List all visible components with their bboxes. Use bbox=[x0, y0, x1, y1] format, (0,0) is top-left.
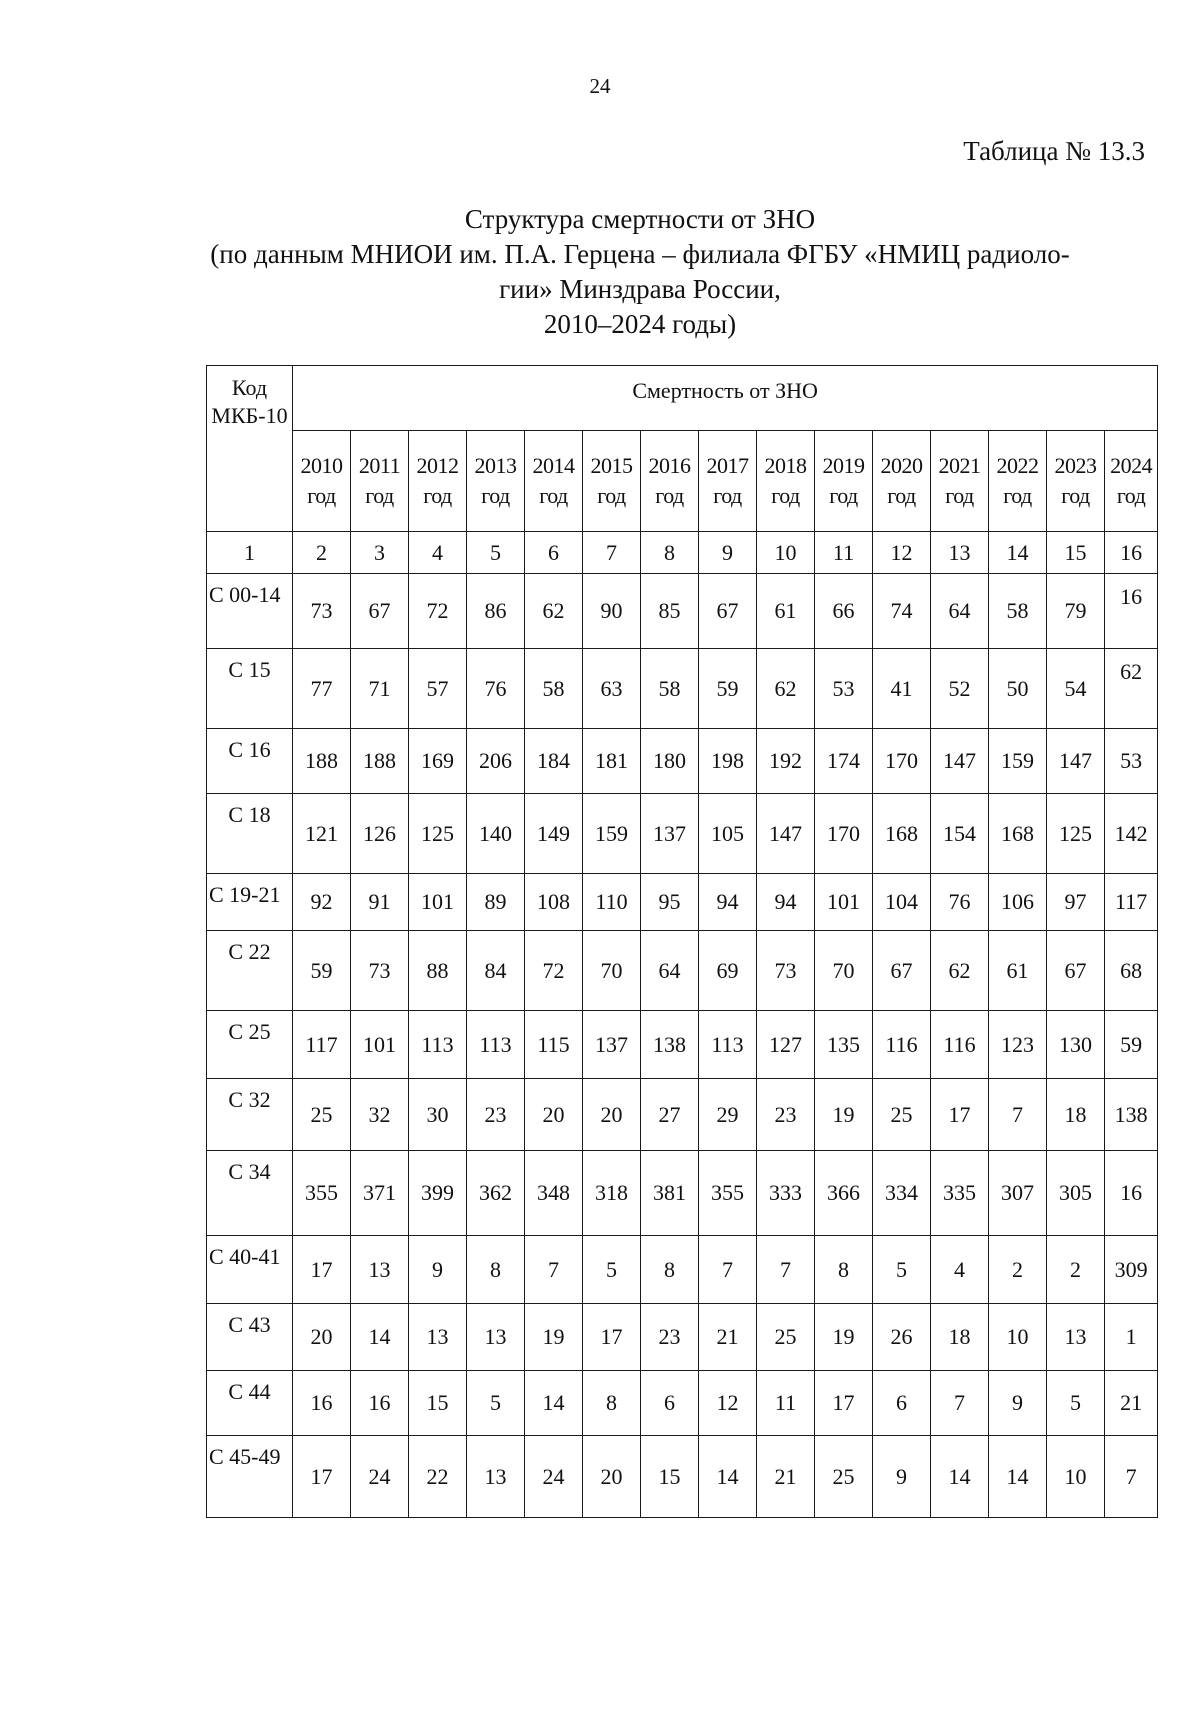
value-cell: 17 bbox=[293, 1236, 351, 1304]
value-cell: 17 bbox=[815, 1371, 873, 1436]
value-cell: 9 bbox=[873, 1436, 931, 1518]
icd-code-cell: С 43 bbox=[207, 1304, 293, 1371]
value-cell: 137 bbox=[583, 1011, 641, 1079]
year-header: 2017 год bbox=[699, 431, 757, 532]
value-cell: 125 bbox=[1047, 794, 1105, 874]
value-cell: 366 bbox=[815, 1151, 873, 1236]
value-cell: 91 bbox=[351, 874, 409, 931]
value-cell: 74 bbox=[873, 574, 931, 649]
value-cell: 62 bbox=[525, 574, 583, 649]
value-cell: 20 bbox=[583, 1436, 641, 1518]
value-cell: 79 bbox=[1047, 574, 1105, 649]
value-cell: 110 bbox=[583, 874, 641, 931]
value-cell: 72 bbox=[525, 931, 583, 1011]
value-cell: 348 bbox=[525, 1151, 583, 1236]
value-cell: 94 bbox=[757, 874, 815, 931]
value-cell: 86 bbox=[467, 574, 525, 649]
value-cell: 116 bbox=[873, 1011, 931, 1079]
year-header: 2021 год bbox=[931, 431, 989, 532]
icd-code-cell: С 15 bbox=[207, 649, 293, 729]
value-cell: 8 bbox=[815, 1236, 873, 1304]
value-cell: 5 bbox=[873, 1236, 931, 1304]
value-cell: 13 bbox=[467, 1436, 525, 1518]
value-cell: 147 bbox=[931, 729, 989, 794]
value-cell: 333 bbox=[757, 1151, 815, 1236]
year-header: 2013 год bbox=[467, 431, 525, 532]
column-number: 13 bbox=[931, 532, 989, 574]
value-cell: 7 bbox=[989, 1079, 1047, 1151]
value-cell: 159 bbox=[583, 794, 641, 874]
column-number: 11 bbox=[815, 532, 873, 574]
value-cell: 188 bbox=[293, 729, 351, 794]
value-cell: 130 bbox=[1047, 1011, 1105, 1079]
column-number: 12 bbox=[873, 532, 931, 574]
icd-code-cell: С 16 bbox=[207, 729, 293, 794]
value-cell: 64 bbox=[641, 931, 699, 1011]
value-cell: 4 bbox=[931, 1236, 989, 1304]
value-cell: 76 bbox=[931, 874, 989, 931]
value-cell: 66 bbox=[815, 574, 873, 649]
column-number: 15 bbox=[1047, 532, 1105, 574]
value-cell: 6 bbox=[641, 1371, 699, 1436]
value-cell: 192 bbox=[757, 729, 815, 794]
value-cell: 32 bbox=[351, 1079, 409, 1151]
table-row bbox=[207, 931, 1158, 1011]
value-cell: 10 bbox=[989, 1304, 1047, 1371]
value-cell: 2 bbox=[989, 1236, 1047, 1304]
value-cell: 126 bbox=[351, 794, 409, 874]
title-line: 2010–2024 годы) bbox=[543, 309, 737, 339]
column-number: 2 bbox=[293, 532, 351, 574]
value-cell: 59 bbox=[1105, 1011, 1158, 1079]
value-cell: 58 bbox=[525, 649, 583, 729]
code-header: Код МКБ-10 bbox=[207, 366, 293, 532]
value-cell: 73 bbox=[351, 931, 409, 1011]
value-cell: 22 bbox=[409, 1436, 467, 1518]
value-cell: 17 bbox=[931, 1079, 989, 1151]
value-cell: 181 bbox=[583, 729, 641, 794]
value-cell: 90 bbox=[583, 574, 641, 649]
title-line: (по данным МНИОИ им. П.А. Герцена – филиала ФГБУ «НМИЦ радиоло- bbox=[210, 239, 1070, 269]
year-header: 2016 год bbox=[641, 431, 699, 532]
mortality-table bbox=[206, 365, 1158, 1518]
year-header: 2022 год bbox=[989, 431, 1047, 532]
column-number: 8 bbox=[641, 532, 699, 574]
value-cell: 12 bbox=[699, 1371, 757, 1436]
icd-code-cell: С 44 bbox=[207, 1371, 293, 1436]
year-header: 2012 год bbox=[409, 431, 467, 532]
value-cell: 14 bbox=[699, 1436, 757, 1518]
value-cell: 147 bbox=[757, 794, 815, 874]
value-cell: 14 bbox=[525, 1371, 583, 1436]
value-cell: 7 bbox=[931, 1371, 989, 1436]
value-cell: 20 bbox=[583, 1079, 641, 1151]
column-number: 16 bbox=[1105, 532, 1158, 574]
value-cell: 70 bbox=[815, 931, 873, 1011]
value-cell: 41 bbox=[873, 649, 931, 729]
value-cell: 142 bbox=[1105, 794, 1158, 874]
value-cell: 8 bbox=[641, 1236, 699, 1304]
value-cell: 25 bbox=[293, 1079, 351, 1151]
value-cell: 58 bbox=[641, 649, 699, 729]
value-cell: 121 bbox=[293, 794, 351, 874]
value-cell: 57 bbox=[409, 649, 467, 729]
value-cell: 116 bbox=[931, 1011, 989, 1079]
value-cell: 206 bbox=[467, 729, 525, 794]
value-cell: 23 bbox=[757, 1079, 815, 1151]
icd-code-cell: С 40-41 bbox=[207, 1236, 293, 1304]
value-cell: 113 bbox=[409, 1011, 467, 1079]
table-row bbox=[207, 1304, 1158, 1371]
value-cell: 101 bbox=[409, 874, 467, 931]
value-cell: 16 bbox=[1105, 574, 1158, 649]
value-cell: 188 bbox=[351, 729, 409, 794]
table-row bbox=[207, 649, 1158, 729]
value-cell: 168 bbox=[989, 794, 1047, 874]
value-cell: 174 bbox=[815, 729, 873, 794]
value-cell: 101 bbox=[351, 1011, 409, 1079]
value-cell: 95 bbox=[641, 874, 699, 931]
value-cell: 106 bbox=[989, 874, 1047, 931]
table-row bbox=[207, 729, 1158, 794]
value-cell: 305 bbox=[1047, 1151, 1105, 1236]
value-cell: 14 bbox=[931, 1436, 989, 1518]
year-header: 2014 год bbox=[525, 431, 583, 532]
table-number: Таблица № 13.3 bbox=[963, 136, 1145, 166]
value-cell: 101 bbox=[815, 874, 873, 931]
value-cell: 27 bbox=[641, 1079, 699, 1151]
year-header: 2024 год bbox=[1105, 431, 1158, 532]
value-cell: 88 bbox=[409, 931, 467, 1011]
value-cell: 84 bbox=[467, 931, 525, 1011]
value-cell: 7 bbox=[525, 1236, 583, 1304]
value-cell: 17 bbox=[583, 1304, 641, 1371]
value-cell: 67 bbox=[699, 574, 757, 649]
group-header: Смертность от ЗНО bbox=[293, 366, 1158, 431]
value-cell: 6 bbox=[873, 1371, 931, 1436]
value-cell: 7 bbox=[1105, 1436, 1158, 1518]
table-row bbox=[207, 1151, 1158, 1236]
value-cell: 159 bbox=[989, 729, 1047, 794]
page-number: 24 bbox=[589, 74, 611, 98]
value-cell: 169 bbox=[409, 729, 467, 794]
value-cell: 123 bbox=[989, 1011, 1047, 1079]
column-number: 1 bbox=[207, 532, 293, 574]
value-cell: 29 bbox=[699, 1079, 757, 1151]
value-cell: 113 bbox=[699, 1011, 757, 1079]
table-row bbox=[207, 1436, 1158, 1518]
value-cell: 68 bbox=[1105, 931, 1158, 1011]
value-cell: 140 bbox=[467, 794, 525, 874]
value-cell: 63 bbox=[583, 649, 641, 729]
value-cell: 13 bbox=[409, 1304, 467, 1371]
value-cell: 59 bbox=[293, 931, 351, 1011]
icd-code-cell: С 25 bbox=[207, 1011, 293, 1079]
value-cell: 355 bbox=[293, 1151, 351, 1236]
value-cell: 20 bbox=[525, 1079, 583, 1151]
icd-code-cell: С 00-14 bbox=[207, 574, 293, 649]
table-row bbox=[207, 1371, 1158, 1436]
column-number: 4 bbox=[409, 532, 467, 574]
value-cell: 25 bbox=[873, 1079, 931, 1151]
value-cell: 70 bbox=[583, 931, 641, 1011]
icd-code-cell: С 19-21 bbox=[207, 874, 293, 931]
column-number: 10 bbox=[757, 532, 815, 574]
value-cell: 180 bbox=[641, 729, 699, 794]
value-cell: 117 bbox=[293, 1011, 351, 1079]
value-cell: 170 bbox=[815, 794, 873, 874]
value-cell: 2 bbox=[1047, 1236, 1105, 1304]
value-cell: 7 bbox=[757, 1236, 815, 1304]
title-line: Структура смертности от ЗНО bbox=[464, 204, 816, 234]
value-cell: 17 bbox=[293, 1436, 351, 1518]
value-cell: 26 bbox=[873, 1304, 931, 1371]
value-cell: 14 bbox=[351, 1304, 409, 1371]
value-cell: 15 bbox=[641, 1436, 699, 1518]
value-cell: 170 bbox=[873, 729, 931, 794]
column-number: 5 bbox=[467, 532, 525, 574]
value-cell: 1 bbox=[1105, 1304, 1158, 1371]
value-cell: 115 bbox=[525, 1011, 583, 1079]
value-cell: 5 bbox=[583, 1236, 641, 1304]
column-number: 9 bbox=[699, 532, 757, 574]
column-number: 6 bbox=[525, 532, 583, 574]
value-cell: 334 bbox=[873, 1151, 931, 1236]
value-cell: 73 bbox=[757, 931, 815, 1011]
value-cell: 50 bbox=[989, 649, 1047, 729]
value-cell: 137 bbox=[641, 794, 699, 874]
value-cell: 10 bbox=[1047, 1436, 1105, 1518]
value-cell: 53 bbox=[815, 649, 873, 729]
value-cell: 67 bbox=[873, 931, 931, 1011]
value-cell: 13 bbox=[351, 1236, 409, 1304]
value-cell: 62 bbox=[1105, 649, 1158, 729]
table-row bbox=[207, 1236, 1158, 1304]
value-cell: 355 bbox=[699, 1151, 757, 1236]
value-cell: 59 bbox=[699, 649, 757, 729]
value-cell: 335 bbox=[931, 1151, 989, 1236]
value-cell: 67 bbox=[351, 574, 409, 649]
value-cell: 381 bbox=[641, 1151, 699, 1236]
value-cell: 9 bbox=[989, 1371, 1047, 1436]
value-cell: 25 bbox=[815, 1436, 873, 1518]
value-cell: 76 bbox=[467, 649, 525, 729]
value-cell: 8 bbox=[467, 1236, 525, 1304]
value-cell: 8 bbox=[583, 1371, 641, 1436]
table-body bbox=[207, 532, 1158, 1518]
value-cell: 108 bbox=[525, 874, 583, 931]
value-cell: 73 bbox=[293, 574, 351, 649]
column-number: 3 bbox=[351, 532, 409, 574]
value-cell: 11 bbox=[757, 1371, 815, 1436]
value-cell: 7 bbox=[699, 1236, 757, 1304]
value-cell: 30 bbox=[409, 1079, 467, 1151]
table-row bbox=[207, 1079, 1158, 1151]
year-header: 2020 год bbox=[873, 431, 931, 532]
value-cell: 53 bbox=[1105, 729, 1158, 794]
value-cell: 16 bbox=[1105, 1151, 1158, 1236]
value-cell: 127 bbox=[757, 1011, 815, 1079]
value-cell: 113 bbox=[467, 1011, 525, 1079]
value-cell: 309 bbox=[1105, 1236, 1158, 1304]
value-cell: 138 bbox=[1105, 1079, 1158, 1151]
value-cell: 14 bbox=[989, 1436, 1047, 1518]
value-cell: 18 bbox=[1047, 1079, 1105, 1151]
value-cell: 67 bbox=[1047, 931, 1105, 1011]
value-cell: 72 bbox=[409, 574, 467, 649]
value-cell: 19 bbox=[815, 1079, 873, 1151]
column-number: 14 bbox=[989, 532, 1047, 574]
value-cell: 105 bbox=[699, 794, 757, 874]
value-cell: 23 bbox=[467, 1079, 525, 1151]
value-cell: 69 bbox=[699, 931, 757, 1011]
icd-code-cell: С 32 bbox=[207, 1079, 293, 1151]
value-cell: 5 bbox=[1047, 1371, 1105, 1436]
value-cell: 23 bbox=[641, 1304, 699, 1371]
icd-code-cell: С 18 bbox=[207, 794, 293, 874]
value-cell: 149 bbox=[525, 794, 583, 874]
value-cell: 97 bbox=[1047, 874, 1105, 931]
value-cell: 184 bbox=[525, 729, 583, 794]
value-cell: 25 bbox=[757, 1304, 815, 1371]
value-cell: 62 bbox=[757, 649, 815, 729]
icd-code-cell: С 22 bbox=[207, 931, 293, 1011]
icd-code-cell: С 34 bbox=[207, 1151, 293, 1236]
table-row bbox=[207, 574, 1158, 649]
value-cell: 92 bbox=[293, 874, 351, 931]
value-cell: 13 bbox=[1047, 1304, 1105, 1371]
title-line: гии» Минздрава России, bbox=[499, 274, 781, 304]
value-cell: 61 bbox=[989, 931, 1047, 1011]
table-title bbox=[210, 202, 1070, 342]
value-cell: 20 bbox=[293, 1304, 351, 1371]
value-cell: 64 bbox=[931, 574, 989, 649]
value-cell: 21 bbox=[757, 1436, 815, 1518]
value-cell: 19 bbox=[525, 1304, 583, 1371]
table-row bbox=[207, 794, 1158, 874]
value-cell: 18 bbox=[931, 1304, 989, 1371]
value-cell: 24 bbox=[351, 1436, 409, 1518]
year-header: 2010 год bbox=[293, 431, 351, 532]
table-row bbox=[207, 874, 1158, 931]
value-cell: 138 bbox=[641, 1011, 699, 1079]
value-cell: 62 bbox=[931, 931, 989, 1011]
value-cell: 5 bbox=[467, 1371, 525, 1436]
year-header-row bbox=[207, 431, 1158, 532]
value-cell: 125 bbox=[409, 794, 467, 874]
value-cell: 198 bbox=[699, 729, 757, 794]
value-cell: 52 bbox=[931, 649, 989, 729]
value-cell: 154 bbox=[931, 794, 989, 874]
value-cell: 15 bbox=[409, 1371, 467, 1436]
value-cell: 13 bbox=[467, 1304, 525, 1371]
value-cell: 307 bbox=[989, 1151, 1047, 1236]
year-header: 2023 год bbox=[1047, 431, 1105, 532]
value-cell: 89 bbox=[467, 874, 525, 931]
value-cell: 85 bbox=[641, 574, 699, 649]
value-cell: 61 bbox=[757, 574, 815, 649]
value-cell: 135 bbox=[815, 1011, 873, 1079]
value-cell: 19 bbox=[815, 1304, 873, 1371]
year-header: 2011 год bbox=[351, 431, 409, 532]
value-cell: 9 bbox=[409, 1236, 467, 1304]
value-cell: 77 bbox=[293, 649, 351, 729]
value-cell: 168 bbox=[873, 794, 931, 874]
icd-code-cell: С 45-49 bbox=[207, 1436, 293, 1518]
value-cell: 24 bbox=[525, 1436, 583, 1518]
table-row bbox=[207, 1011, 1158, 1079]
value-cell: 21 bbox=[1105, 1371, 1158, 1436]
value-cell: 94 bbox=[699, 874, 757, 931]
value-cell: 362 bbox=[467, 1151, 525, 1236]
column-number-row bbox=[207, 532, 1158, 574]
value-cell: 371 bbox=[351, 1151, 409, 1236]
year-header: 2019 год bbox=[815, 431, 873, 532]
year-header: 2015 год bbox=[583, 431, 641, 532]
value-cell: 21 bbox=[699, 1304, 757, 1371]
value-cell: 16 bbox=[351, 1371, 409, 1436]
value-cell: 399 bbox=[409, 1151, 467, 1236]
value-cell: 71 bbox=[351, 649, 409, 729]
value-cell: 58 bbox=[989, 574, 1047, 649]
value-cell: 54 bbox=[1047, 649, 1105, 729]
value-cell: 104 bbox=[873, 874, 931, 931]
column-number: 7 bbox=[583, 532, 641, 574]
value-cell: 117 bbox=[1105, 874, 1158, 931]
value-cell: 16 bbox=[293, 1371, 351, 1436]
value-cell: 318 bbox=[583, 1151, 641, 1236]
year-header: 2018 год bbox=[757, 431, 815, 532]
value-cell: 147 bbox=[1047, 729, 1105, 794]
